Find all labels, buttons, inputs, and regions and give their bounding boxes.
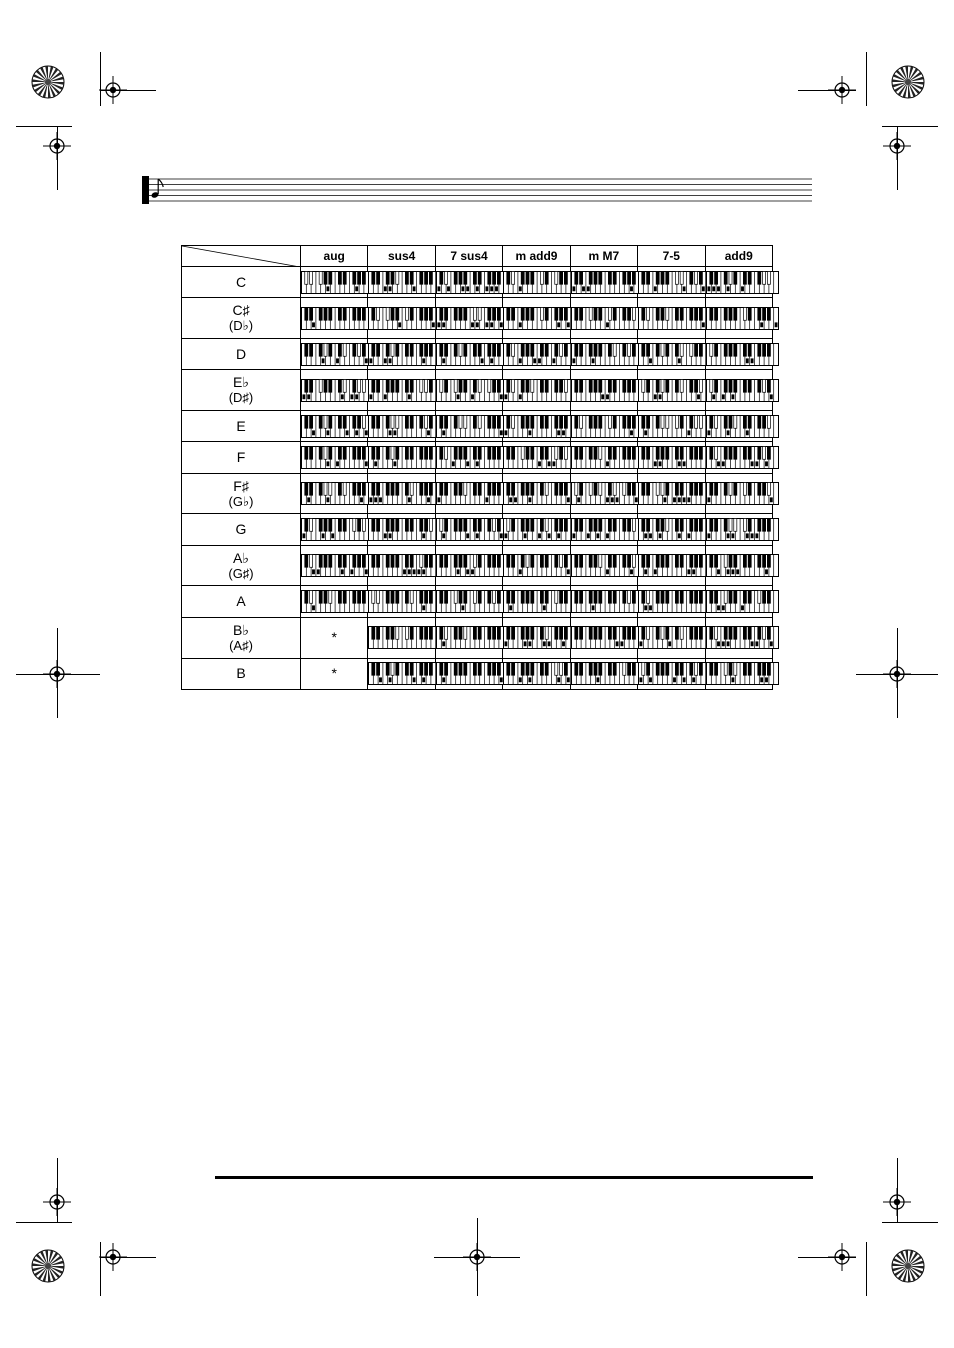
table-row bbox=[182, 586, 773, 617]
chord-cell bbox=[301, 617, 368, 658]
crop-mark-line bbox=[477, 1218, 478, 1296]
keyboard-diagram-icon bbox=[368, 554, 441, 577]
keyboard-diagram-icon bbox=[706, 518, 779, 541]
chord-cell bbox=[705, 545, 772, 586]
table-row bbox=[182, 339, 773, 370]
keyboard-diagram-icon bbox=[638, 271, 711, 294]
keyboard-diagram-icon bbox=[301, 307, 374, 330]
chord-cell bbox=[503, 473, 570, 514]
chord-cell bbox=[705, 617, 772, 658]
keyboard-diagram-icon bbox=[706, 446, 779, 469]
chord-cell bbox=[503, 586, 570, 617]
table-row bbox=[182, 370, 773, 411]
chord-cell bbox=[705, 442, 772, 473]
keyboard-diagram-icon bbox=[571, 307, 644, 330]
not-available-marker: * bbox=[331, 628, 337, 645]
keyboard-diagram-icon bbox=[503, 446, 576, 469]
chord-cell bbox=[570, 617, 637, 658]
keyboard-diagram-icon bbox=[436, 554, 509, 577]
keyboard-diagram-icon bbox=[706, 379, 779, 402]
keyboard-diagram-icon bbox=[301, 271, 374, 294]
column-header: m add9 bbox=[503, 246, 570, 267]
table-row bbox=[182, 473, 773, 514]
keyboard-diagram-icon bbox=[368, 307, 441, 330]
chord-cell bbox=[570, 545, 637, 586]
keyboard-diagram-icon bbox=[638, 662, 711, 685]
root-note: C♯ bbox=[232, 302, 250, 319]
keyboard-diagram-icon bbox=[503, 590, 576, 613]
root-note: C bbox=[235, 273, 247, 290]
chord-cell bbox=[368, 442, 435, 473]
color-target-icon bbox=[891, 1249, 925, 1283]
root-note-label bbox=[182, 411, 301, 442]
keyboard-diagram-icon bbox=[436, 662, 509, 685]
chord-cell bbox=[368, 267, 435, 298]
root-note-label bbox=[182, 586, 301, 617]
chord-cell bbox=[503, 370, 570, 411]
chord-cell bbox=[301, 339, 368, 370]
crop-mark-line bbox=[798, 90, 856, 91]
root-note: E bbox=[236, 417, 246, 434]
chord-cell bbox=[638, 473, 705, 514]
keyboard-diagram-icon bbox=[436, 518, 509, 541]
chord-cell bbox=[638, 658, 705, 690]
chord-cell bbox=[435, 658, 502, 690]
chord-cell bbox=[368, 658, 435, 690]
chord-cell bbox=[570, 442, 637, 473]
chord-cell bbox=[705, 514, 772, 545]
root-note: A bbox=[236, 593, 246, 610]
keyboard-diagram-icon bbox=[503, 482, 576, 505]
keyboard-diagram-icon bbox=[706, 307, 779, 330]
keyboard-diagram-icon bbox=[436, 307, 509, 330]
column-header: aug bbox=[301, 246, 368, 267]
keyboard-diagram-icon bbox=[436, 415, 509, 438]
column-header: 7-5 bbox=[638, 246, 705, 267]
keyboard-diagram-icon bbox=[571, 446, 644, 469]
chord-cell bbox=[705, 339, 772, 370]
chord-cell bbox=[435, 514, 502, 545]
keyboard-diagram-icon bbox=[571, 626, 644, 649]
root-note-label bbox=[182, 442, 301, 473]
keyboard-diagram-icon bbox=[638, 307, 711, 330]
chord-cell bbox=[435, 442, 502, 473]
chord-cell bbox=[638, 586, 705, 617]
header-row bbox=[182, 246, 773, 267]
chord-cell bbox=[705, 370, 772, 411]
keyboard-diagram-icon bbox=[368, 271, 441, 294]
keyboard-diagram-icon bbox=[368, 482, 441, 505]
keyboard-diagram-icon bbox=[301, 343, 374, 366]
keyboard-diagram-icon bbox=[571, 554, 644, 577]
chord-cell bbox=[301, 586, 368, 617]
keyboard-diagram-icon bbox=[571, 590, 644, 613]
root-note-label bbox=[182, 545, 301, 586]
keyboard-diagram-icon bbox=[301, 415, 374, 438]
root-note-label bbox=[182, 370, 301, 411]
chord-cell bbox=[570, 411, 637, 442]
chord-cell bbox=[301, 267, 368, 298]
crop-mark-line bbox=[57, 126, 58, 190]
table-row bbox=[182, 442, 773, 473]
column-header: m M7 bbox=[570, 246, 637, 267]
keyboard-diagram-icon bbox=[368, 446, 441, 469]
chord-cell bbox=[638, 617, 705, 658]
chord-cell bbox=[705, 658, 772, 690]
keyboard-diagram-icon bbox=[706, 482, 779, 505]
keyboard-diagram-icon bbox=[706, 415, 779, 438]
root-note: B♭ bbox=[233, 621, 249, 638]
keyboard-diagram-icon bbox=[706, 590, 779, 613]
keyboard-diagram-icon bbox=[571, 415, 644, 438]
enharmonic-note: (G♭) bbox=[228, 493, 254, 509]
bottom-rule bbox=[215, 1176, 813, 1179]
chord-cell bbox=[503, 442, 570, 473]
table-row bbox=[182, 514, 773, 545]
keyboard-diagram-icon bbox=[638, 379, 711, 402]
crop-mark-line bbox=[57, 1158, 58, 1222]
keyboard-diagram-icon bbox=[706, 343, 779, 366]
keyboard-diagram-icon bbox=[706, 662, 779, 685]
chord-cell bbox=[301, 442, 368, 473]
chord-cell bbox=[705, 298, 772, 339]
column-header: 7 sus4 bbox=[435, 246, 502, 267]
diagonal-divider-icon bbox=[182, 246, 300, 267]
keyboard-diagram-icon bbox=[638, 518, 711, 541]
crop-mark-line bbox=[897, 126, 898, 190]
chord-cell bbox=[503, 298, 570, 339]
keyboard-diagram-icon bbox=[368, 379, 441, 402]
keyboard-diagram-icon bbox=[436, 379, 509, 402]
table-row bbox=[182, 298, 773, 339]
keyboard-diagram-icon bbox=[368, 518, 441, 541]
chord-cell bbox=[638, 370, 705, 411]
chord-cell bbox=[570, 658, 637, 690]
keyboard-diagram-icon bbox=[571, 518, 644, 541]
enharmonic-note: (A♯) bbox=[229, 637, 253, 653]
keyboard-diagram-icon bbox=[503, 626, 576, 649]
root-note: G bbox=[235, 521, 247, 538]
not-available-marker: * bbox=[331, 664, 337, 681]
root-note-label bbox=[182, 473, 301, 514]
chord-cell bbox=[435, 267, 502, 298]
chord-cell bbox=[638, 545, 705, 586]
chord-cell bbox=[435, 339, 502, 370]
root-note-label bbox=[182, 617, 301, 658]
root-note: E♭ bbox=[233, 374, 249, 391]
chord-cell bbox=[368, 586, 435, 617]
keyboard-diagram-icon bbox=[638, 446, 711, 469]
chord-cell bbox=[638, 339, 705, 370]
crop-mark-line bbox=[856, 674, 938, 675]
keyboard-diagram-icon bbox=[301, 554, 374, 577]
crop-mark-line bbox=[882, 126, 938, 127]
root-note: D bbox=[235, 345, 247, 362]
column-header: add9 bbox=[705, 246, 772, 267]
color-target-icon bbox=[31, 1249, 65, 1283]
chord-cell bbox=[368, 298, 435, 339]
root-note: F♯ bbox=[233, 477, 249, 494]
keyboard-diagram-icon bbox=[368, 343, 441, 366]
chord-cell bbox=[638, 298, 705, 339]
chord-cell bbox=[503, 267, 570, 298]
crop-mark-line bbox=[57, 628, 58, 718]
corner-cell bbox=[182, 246, 301, 267]
chord-cell bbox=[368, 473, 435, 514]
root-note-label bbox=[182, 267, 301, 298]
keyboard-diagram-icon bbox=[503, 271, 576, 294]
chord-cell bbox=[435, 473, 502, 514]
crop-mark-line bbox=[866, 1242, 867, 1296]
chord-cell bbox=[705, 267, 772, 298]
keyboard-diagram-icon bbox=[301, 379, 374, 402]
crop-mark-line bbox=[16, 674, 100, 675]
keyboard-diagram-icon bbox=[301, 590, 374, 613]
keyboard-diagram-icon bbox=[571, 379, 644, 402]
keyboard-diagram-icon bbox=[503, 415, 576, 438]
keyboard-diagram-icon bbox=[436, 343, 509, 366]
chord-cell bbox=[301, 514, 368, 545]
keyboard-diagram-icon bbox=[503, 518, 576, 541]
chord-cell bbox=[570, 339, 637, 370]
chord-cell bbox=[638, 411, 705, 442]
keyboard-diagram-icon bbox=[571, 482, 644, 505]
chord-cell bbox=[570, 586, 637, 617]
chord-cell bbox=[705, 473, 772, 514]
chord-cell bbox=[638, 267, 705, 298]
chord-cell bbox=[570, 298, 637, 339]
crop-mark-line bbox=[100, 1242, 101, 1296]
keyboard-diagram-icon bbox=[638, 554, 711, 577]
keyboard-diagram-icon bbox=[503, 343, 576, 366]
chord-cell bbox=[435, 545, 502, 586]
keyboard-diagram-icon bbox=[301, 446, 374, 469]
chord-chart-table bbox=[181, 245, 773, 690]
chord-cell bbox=[503, 339, 570, 370]
chord-cell bbox=[435, 586, 502, 617]
chord-cell bbox=[368, 545, 435, 586]
chord-cell bbox=[301, 658, 368, 690]
chord-cell bbox=[368, 514, 435, 545]
keyboard-diagram-icon bbox=[436, 271, 509, 294]
crop-mark-line bbox=[100, 90, 156, 91]
chord-cell bbox=[638, 514, 705, 545]
keyboard-diagram-icon bbox=[436, 482, 509, 505]
crop-mark-line bbox=[16, 1222, 72, 1223]
chord-cell bbox=[570, 370, 637, 411]
color-target-icon bbox=[891, 65, 925, 99]
chord-cell bbox=[570, 473, 637, 514]
keyboard-diagram-icon bbox=[638, 482, 711, 505]
keyboard-diagram-icon bbox=[571, 271, 644, 294]
root-note-label bbox=[182, 339, 301, 370]
keyboard-diagram-icon bbox=[368, 590, 441, 613]
keyboard-diagram-icon bbox=[436, 626, 509, 649]
chord-cell bbox=[705, 411, 772, 442]
chord-cell bbox=[301, 370, 368, 411]
keyboard-diagram-icon bbox=[571, 343, 644, 366]
enharmonic-note: (D♯) bbox=[228, 390, 254, 406]
color-target-icon bbox=[31, 65, 65, 99]
music-staff-icon bbox=[142, 176, 812, 204]
chord-cell bbox=[503, 411, 570, 442]
keyboard-diagram-icon bbox=[368, 626, 441, 649]
chord-cell bbox=[638, 442, 705, 473]
chord-cell bbox=[503, 617, 570, 658]
keyboard-diagram-icon bbox=[503, 379, 576, 402]
root-note: B bbox=[236, 665, 246, 682]
enharmonic-note: (G♯) bbox=[228, 565, 254, 581]
crop-mark-line bbox=[100, 1257, 156, 1258]
keyboard-diagram-icon bbox=[436, 446, 509, 469]
chord-cell bbox=[435, 411, 502, 442]
chord-cell bbox=[570, 267, 637, 298]
keyboard-diagram-icon bbox=[638, 415, 711, 438]
column-header: sus4 bbox=[368, 246, 435, 267]
crop-mark-line bbox=[897, 628, 898, 718]
keyboard-diagram-icon bbox=[436, 590, 509, 613]
table-row bbox=[182, 545, 773, 586]
root-note: F bbox=[236, 449, 246, 466]
chord-cell bbox=[503, 514, 570, 545]
keyboard-diagram-icon bbox=[706, 626, 779, 649]
chord-cell bbox=[301, 411, 368, 442]
keyboard-diagram-icon bbox=[368, 662, 441, 685]
chord-cell bbox=[435, 298, 502, 339]
keyboard-diagram-icon bbox=[301, 482, 374, 505]
keyboard-diagram-icon bbox=[503, 662, 576, 685]
chord-cell bbox=[570, 514, 637, 545]
chord-cell bbox=[705, 586, 772, 617]
keyboard-diagram-icon bbox=[301, 518, 374, 541]
table-row bbox=[182, 617, 773, 658]
keyboard-diagram-icon bbox=[368, 415, 441, 438]
table-row bbox=[182, 411, 773, 442]
root-note-label bbox=[182, 514, 301, 545]
chord-cell bbox=[301, 473, 368, 514]
root-note-label bbox=[182, 658, 301, 690]
keyboard-diagram-icon bbox=[571, 662, 644, 685]
crop-mark-line bbox=[866, 52, 867, 106]
crop-mark-line bbox=[897, 1158, 898, 1222]
keyboard-diagram-icon bbox=[503, 554, 576, 577]
chord-cell bbox=[368, 617, 435, 658]
keyboard-diagram-icon bbox=[706, 554, 779, 577]
keyboard-diagram-icon bbox=[638, 343, 711, 366]
crop-mark-line bbox=[798, 1257, 856, 1258]
chord-cell bbox=[503, 658, 570, 690]
chord-cell bbox=[368, 411, 435, 442]
chord-cell bbox=[301, 545, 368, 586]
chord-cell bbox=[301, 298, 368, 339]
chord-cell bbox=[368, 339, 435, 370]
keyboard-diagram-icon bbox=[638, 590, 711, 613]
keyboard-diagram-icon bbox=[706, 271, 779, 294]
crop-mark-line bbox=[100, 52, 101, 106]
keyboard-diagram-icon bbox=[503, 307, 576, 330]
chord-cell bbox=[435, 370, 502, 411]
table-row bbox=[182, 658, 773, 690]
crop-mark-line bbox=[882, 1222, 938, 1223]
chord-cell bbox=[503, 545, 570, 586]
root-note-label bbox=[182, 298, 301, 339]
table-row bbox=[182, 267, 773, 298]
chord-cell bbox=[435, 617, 502, 658]
chord-cell bbox=[368, 370, 435, 411]
keyboard-diagram-icon bbox=[638, 626, 711, 649]
crop-mark-line bbox=[16, 126, 72, 127]
root-note: A♭ bbox=[233, 549, 249, 566]
enharmonic-note: (D♭) bbox=[228, 318, 254, 334]
